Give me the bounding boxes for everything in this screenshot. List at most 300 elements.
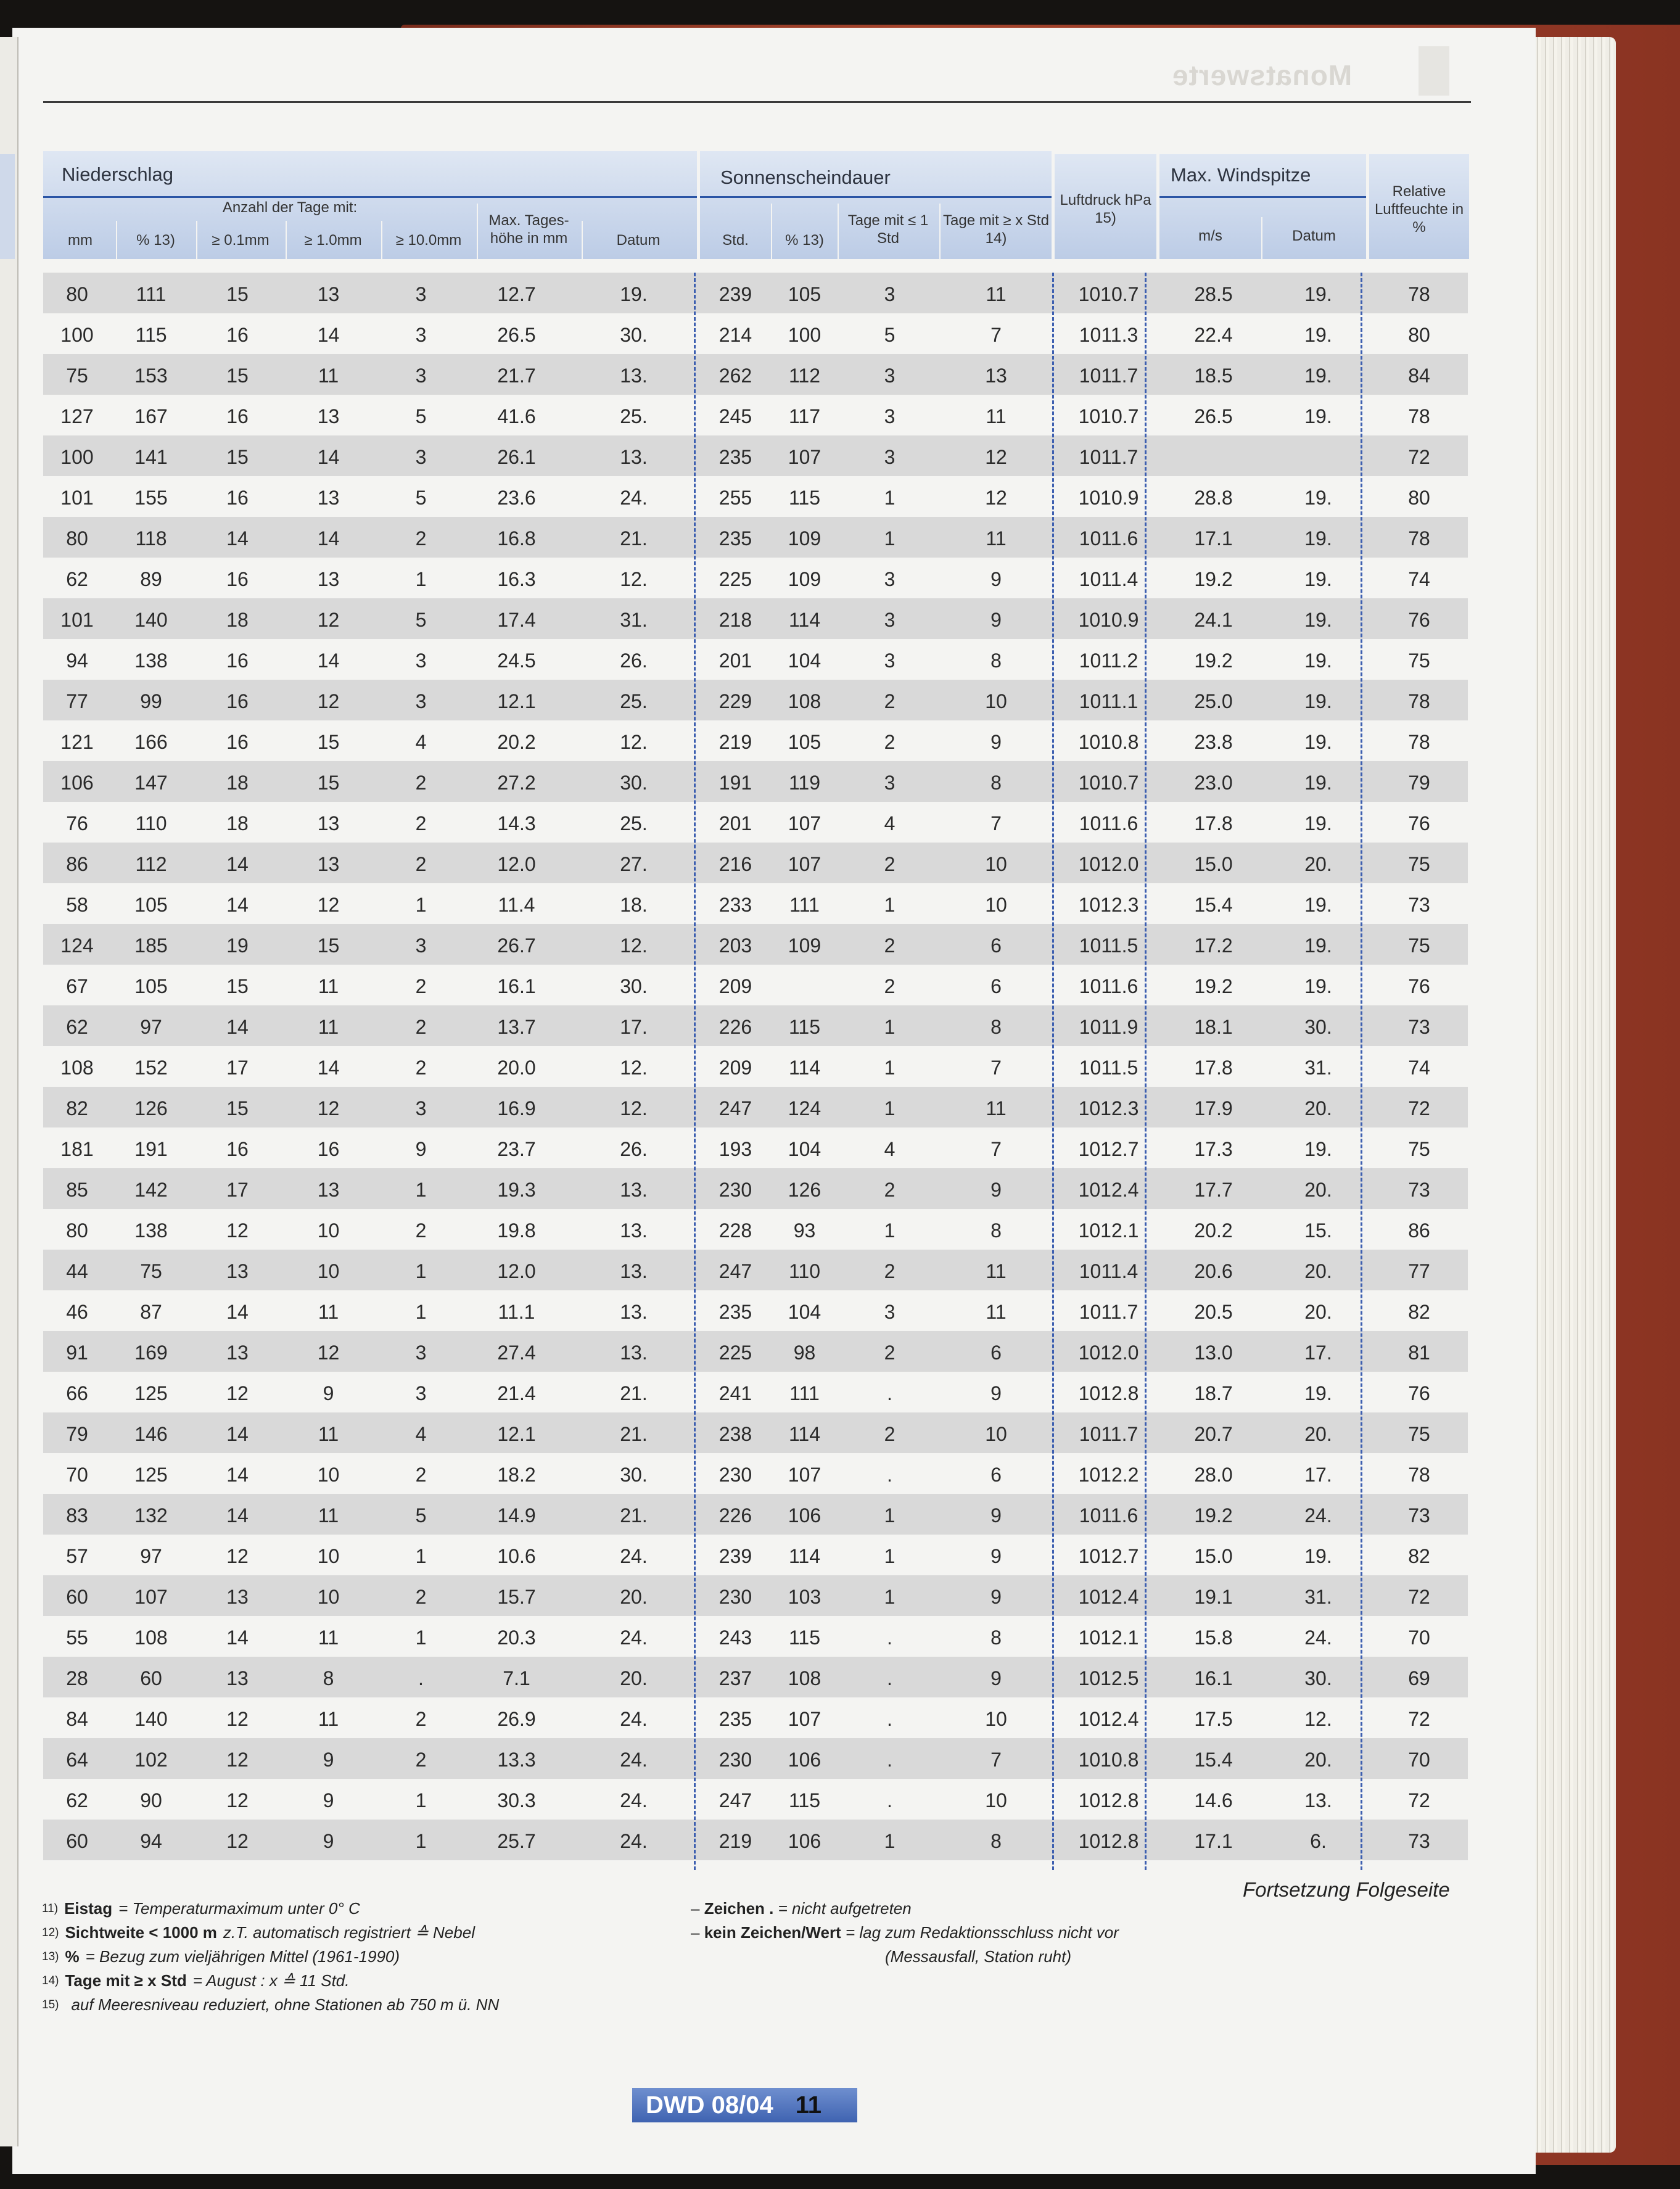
cell-sonnenstd: 225 bbox=[719, 568, 752, 590]
cell-tage-ge01: 16 bbox=[226, 324, 249, 346]
cell-mm: 66 bbox=[66, 1382, 88, 1404]
cell-sonnen-pct: 108 bbox=[788, 1667, 821, 1689]
cell-tage-ge1: 10 bbox=[317, 1464, 340, 1486]
column-separator bbox=[1145, 273, 1147, 1870]
cell-wind-datum: 20. bbox=[1304, 1749, 1332, 1771]
cell-mm: 84 bbox=[66, 1708, 88, 1730]
continuation-note: Fortsetzung Folgeseite bbox=[1243, 1878, 1450, 1901]
cell-mm: 101 bbox=[60, 609, 94, 631]
cell-tage-ge1: 11 bbox=[318, 1423, 339, 1445]
cell-luftdruck: 1011.7 bbox=[1079, 1423, 1139, 1445]
cell-wind-datum: 19. bbox=[1304, 731, 1332, 753]
footnote bbox=[42, 1969, 499, 1993]
cell-luftdruck: 1012.4 bbox=[1078, 1708, 1139, 1730]
header-sep bbox=[381, 221, 382, 259]
cell-sonnen-pct: 115 bbox=[788, 1626, 820, 1649]
cell-tage-ge10: 2 bbox=[415, 1586, 427, 1608]
cell-mm: 91 bbox=[66, 1342, 88, 1364]
cell-tage-ge10: 5 bbox=[415, 609, 427, 631]
legend-symbol: Zeichen . bbox=[704, 1899, 774, 1918]
header-pct: % 13) bbox=[136, 232, 175, 249]
table-row bbox=[43, 517, 1468, 558]
cell-datum: 21. bbox=[620, 1382, 648, 1404]
cell-feuchte: 73 bbox=[1408, 1504, 1430, 1527]
cell-tage-ge10: 1 bbox=[415, 568, 427, 590]
cell-tage-gex: 9 bbox=[990, 1586, 1002, 1608]
cell-datum: 21. bbox=[620, 1504, 648, 1527]
cell-pct: 126 bbox=[134, 1097, 168, 1119]
cell-max-tageshoehe: 16.8 bbox=[497, 527, 536, 550]
cell-tage-ge10: 5 bbox=[415, 1504, 427, 1527]
table-row bbox=[43, 1005, 1468, 1046]
cell-wind-datum: 19. bbox=[1304, 649, 1332, 672]
cell-tage-ge1: 15 bbox=[317, 772, 340, 794]
table-row bbox=[43, 1820, 1468, 1860]
legend-line: – kein Zeichen/Wert = lag zum Redaktionsschluss nicht vor bbox=[691, 1923, 1119, 1942]
cell-mm: 62 bbox=[66, 568, 88, 590]
cell-wind-datum: 19. bbox=[1304, 894, 1332, 916]
cell-tage-ge1: 8 bbox=[323, 1667, 334, 1689]
column-separator bbox=[694, 273, 696, 1870]
cell-tage-ge10: 2 bbox=[415, 975, 427, 997]
cell-pct: 75 bbox=[140, 1260, 162, 1282]
cell-pct: 155 bbox=[134, 487, 168, 509]
cell-wind-ms: 19.2 bbox=[1194, 1504, 1233, 1527]
cell-wind-ms: 20.5 bbox=[1194, 1301, 1233, 1323]
table-row bbox=[43, 558, 1468, 598]
cell-tage-ge01: 14 bbox=[226, 894, 249, 916]
cell-max-tageshoehe: 26.1 bbox=[497, 446, 536, 468]
cell-tage-ge01: 16 bbox=[226, 731, 249, 753]
cell-datum: 12. bbox=[620, 731, 648, 753]
cell-max-tageshoehe: 30.3 bbox=[497, 1789, 536, 1812]
cell-pct: 153 bbox=[134, 365, 168, 387]
cell-tage-ge01: 17 bbox=[226, 1057, 249, 1079]
cell-feuchte: 75 bbox=[1408, 853, 1430, 875]
cell-tage-le1: 3 bbox=[884, 1301, 896, 1323]
cell-pct: 108 bbox=[134, 1626, 168, 1649]
cell-tage-ge01: 13 bbox=[226, 1260, 249, 1282]
cell-feuchte: 78 bbox=[1408, 283, 1430, 305]
cell-pct: 138 bbox=[134, 1219, 168, 1242]
table-row bbox=[43, 1616, 1468, 1657]
cell-tage-le1: . bbox=[887, 1789, 892, 1812]
cell-datum: 25. bbox=[620, 812, 648, 835]
header-datum2: Datum bbox=[1292, 228, 1336, 244]
cell-tage-ge01: 16 bbox=[226, 690, 249, 712]
cell-feuchte: 82 bbox=[1408, 1301, 1430, 1323]
cell-sonnen-pct: 114 bbox=[788, 1545, 820, 1567]
cell-tage-ge10: 4 bbox=[415, 731, 427, 753]
cell-wind-ms: 17.3 bbox=[1194, 1138, 1233, 1160]
cell-datum: 30. bbox=[620, 1464, 648, 1486]
cell-pct: 140 bbox=[134, 609, 168, 631]
header-sep bbox=[838, 204, 839, 259]
cell-datum: 13. bbox=[620, 1179, 648, 1201]
page-number: 11 bbox=[795, 2091, 822, 2119]
cell-tage-gex: 10 bbox=[985, 853, 1007, 875]
cell-pct: 89 bbox=[140, 568, 162, 590]
header-sep bbox=[582, 221, 583, 259]
cell-pct: 138 bbox=[134, 649, 168, 672]
cell-tage-ge01: 12 bbox=[226, 1830, 249, 1852]
cell-sonnenstd: 216 bbox=[719, 853, 752, 875]
cell-tage-ge01: 14 bbox=[226, 1423, 249, 1445]
cell-feuchte: 84 bbox=[1408, 365, 1430, 387]
cell-sonnen-pct: 111 bbox=[789, 1382, 820, 1404]
cell-tage-ge10: 1 bbox=[415, 1830, 427, 1852]
cell-tage-le1: . bbox=[887, 1626, 892, 1649]
cell-tage-le1: 1 bbox=[884, 1057, 896, 1079]
cell-pct: 94 bbox=[140, 1830, 162, 1852]
cell-tage-gex: 8 bbox=[990, 1219, 1002, 1242]
cell-max-tageshoehe: 10.6 bbox=[497, 1545, 536, 1567]
cell-feuchte: 75 bbox=[1408, 1138, 1430, 1160]
cell-tage-gex: 8 bbox=[990, 1830, 1002, 1852]
cell-sonnenstd: 235 bbox=[719, 1708, 752, 1730]
cell-wind-datum: 19. bbox=[1304, 365, 1332, 387]
cell-tage-ge01: 15 bbox=[226, 1097, 249, 1119]
cell-mm: 55 bbox=[66, 1626, 88, 1649]
cell-luftdruck: 1012.1 bbox=[1078, 1626, 1139, 1649]
cell-wind-ms: 17.7 bbox=[1194, 1179, 1233, 1201]
cell-wind-datum: 30. bbox=[1304, 1016, 1332, 1038]
cell-pct: 115 bbox=[135, 324, 167, 346]
cell-mm: 80 bbox=[66, 1219, 88, 1242]
cell-tage-ge10: 3 bbox=[415, 1342, 427, 1364]
cell-feuchte: 80 bbox=[1408, 487, 1430, 509]
cell-tage-gex: 12 bbox=[985, 446, 1007, 468]
cell-wind-datum: 20. bbox=[1304, 853, 1332, 875]
table-row bbox=[43, 1331, 1468, 1372]
table-row bbox=[43, 1087, 1468, 1127]
table-row bbox=[43, 1250, 1468, 1290]
cell-datum: 20. bbox=[620, 1667, 648, 1689]
cell-mm: 100 bbox=[60, 324, 94, 346]
cell-tage-ge1: 10 bbox=[317, 1219, 340, 1242]
cell-pct: 167 bbox=[134, 405, 168, 427]
cell-mm: 57 bbox=[66, 1545, 88, 1567]
cell-tage-ge01: 16 bbox=[226, 649, 249, 672]
cell-sonnen-pct: 98 bbox=[793, 1342, 816, 1364]
cell-max-tageshoehe: 26.7 bbox=[497, 934, 536, 957]
cell-sonnen-pct: 106 bbox=[788, 1504, 821, 1527]
table-row bbox=[43, 883, 1468, 924]
cell-sonnenstd: 247 bbox=[719, 1097, 752, 1119]
cell-tage-ge01: 18 bbox=[226, 772, 249, 794]
cell-max-tageshoehe: 12.1 bbox=[497, 1423, 536, 1445]
cell-tage-ge10: 1 bbox=[415, 1626, 427, 1649]
cell-tage-le1: . bbox=[887, 1667, 892, 1689]
cell-tage-ge01: 16 bbox=[226, 405, 249, 427]
cell-sonnenstd: 238 bbox=[719, 1423, 752, 1445]
cell-tage-ge01: 17 bbox=[226, 1179, 249, 1201]
cell-max-tageshoehe: 21.4 bbox=[497, 1382, 536, 1404]
cell-max-tageshoehe: 16.1 bbox=[497, 975, 536, 997]
cell-luftdruck: 1011.2 bbox=[1079, 649, 1139, 672]
cell-wind-ms: 20.6 bbox=[1194, 1260, 1233, 1282]
cell-tage-ge1: 9 bbox=[323, 1789, 334, 1812]
cell-mm: 77 bbox=[66, 690, 88, 712]
cell-sonnenstd: 209 bbox=[719, 1057, 752, 1079]
table-row bbox=[43, 680, 1468, 720]
column-separator bbox=[1052, 273, 1054, 1870]
cell-tage-ge10: 1 bbox=[415, 1789, 427, 1812]
cell-luftdruck: 1012.2 bbox=[1078, 1464, 1139, 1486]
cell-pct: 97 bbox=[140, 1016, 162, 1038]
table-row bbox=[43, 1290, 1468, 1331]
table-row bbox=[43, 313, 1468, 354]
cell-tage-gex: 6 bbox=[990, 934, 1002, 957]
cell-tage-gex: 9 bbox=[990, 1179, 1002, 1201]
cell-tage-ge01: 15 bbox=[226, 975, 249, 997]
cell-sonnenstd: 201 bbox=[719, 649, 752, 672]
cell-max-tageshoehe: 15.7 bbox=[497, 1586, 536, 1608]
cell-luftdruck: 1010.8 bbox=[1078, 1749, 1139, 1771]
cell-luftdruck: 1010.7 bbox=[1078, 283, 1139, 305]
cell-wind-datum: 19. bbox=[1304, 1382, 1332, 1404]
table-row bbox=[43, 598, 1468, 639]
cell-datum: 31. bbox=[620, 609, 648, 631]
cell-tage-le1: . bbox=[887, 1382, 892, 1404]
cell-tage-ge01: 14 bbox=[226, 853, 249, 875]
cell-sonnenstd: 235 bbox=[719, 527, 752, 550]
cell-tage-ge1: 13 bbox=[317, 283, 340, 305]
cell-tage-ge01: 14 bbox=[226, 1626, 249, 1649]
cell-tage-ge1: 14 bbox=[317, 446, 340, 468]
footnote-text: = August : x ≙ 11 Std. bbox=[192, 1971, 350, 1990]
cell-datum: 13. bbox=[620, 1301, 648, 1323]
cell-tage-le1: 1 bbox=[884, 1545, 896, 1567]
cell-wind-ms: 15.4 bbox=[1194, 1749, 1233, 1771]
cell-mm: 101 bbox=[60, 487, 94, 509]
cell-tage-ge01: 12 bbox=[226, 1749, 249, 1771]
header-sep bbox=[1261, 217, 1262, 259]
table-row bbox=[43, 1779, 1468, 1820]
cell-tage-ge10: 1 bbox=[415, 894, 427, 916]
cell-tage-le1: 3 bbox=[884, 568, 896, 590]
header-feuchte-label: Relative Luftfeuchte in % bbox=[1374, 183, 1464, 236]
cell-tage-ge10: 4 bbox=[415, 1423, 427, 1445]
cell-pct: 105 bbox=[134, 975, 168, 997]
cell-tage-gex: 9 bbox=[990, 1504, 1002, 1527]
cell-mm: 82 bbox=[66, 1097, 88, 1119]
cell-sonnen-pct: 104 bbox=[788, 649, 821, 672]
header-niederschlag-rule bbox=[43, 196, 697, 198]
cell-tage-ge01: 18 bbox=[226, 812, 249, 835]
header-sep bbox=[196, 221, 197, 259]
cell-wind-datum: 12. bbox=[1304, 1708, 1332, 1730]
footnote bbox=[42, 1897, 499, 1921]
data-table-body bbox=[43, 273, 1468, 1860]
cell-feuchte: 78 bbox=[1408, 1464, 1430, 1486]
cell-tage-le1: 4 bbox=[884, 812, 896, 835]
footnote-number: 14) bbox=[42, 1974, 59, 1987]
cell-tage-ge01: 16 bbox=[226, 1138, 249, 1160]
cell-feuchte: 74 bbox=[1408, 1057, 1430, 1079]
cell-sonnen-pct: 106 bbox=[788, 1749, 821, 1771]
cell-tage-ge01: 14 bbox=[226, 1016, 249, 1038]
cell-pct: 97 bbox=[140, 1545, 162, 1567]
cell-feuchte: 78 bbox=[1408, 527, 1430, 550]
cell-feuchte: 73 bbox=[1408, 1179, 1430, 1201]
cell-tage-gex: 10 bbox=[985, 690, 1007, 712]
cell-datum: 26. bbox=[620, 649, 648, 672]
cell-tage-le1: . bbox=[887, 1464, 892, 1486]
footnote bbox=[42, 1921, 499, 1945]
cell-tage-le1: 3 bbox=[884, 649, 896, 672]
cell-mm: 127 bbox=[60, 405, 94, 427]
cell-tage-ge1: 13 bbox=[317, 487, 340, 509]
table-row bbox=[43, 720, 1468, 761]
cell-tage-ge1: 15 bbox=[317, 934, 340, 957]
cell-sonnen-pct: 111 bbox=[789, 894, 820, 916]
cell-luftdruck: 1012.7 bbox=[1078, 1545, 1139, 1567]
cell-tage-ge01: 18 bbox=[226, 609, 249, 631]
cell-mm: 108 bbox=[60, 1057, 94, 1079]
cell-wind-datum: 19. bbox=[1304, 568, 1332, 590]
cell-feuchte: 78 bbox=[1408, 690, 1430, 712]
cell-datum: 13. bbox=[620, 365, 648, 387]
header-windspitze-title: Max. Windspitze bbox=[1171, 164, 1311, 186]
cell-tage-ge1: 13 bbox=[317, 568, 340, 590]
cell-sonnenstd: 255 bbox=[719, 487, 752, 509]
cell-tage-ge10: 5 bbox=[415, 487, 427, 509]
table-row bbox=[43, 1453, 1468, 1494]
cell-sonnen-pct: 104 bbox=[788, 1301, 821, 1323]
cell-tage-gex: 9 bbox=[990, 1382, 1002, 1404]
cell-max-tageshoehe: 25.7 bbox=[497, 1830, 536, 1852]
footnote-term: % bbox=[65, 1947, 80, 1966]
cell-sonnenstd: 262 bbox=[719, 365, 752, 387]
cell-wind-ms: 15.0 bbox=[1194, 1545, 1233, 1567]
footnote-text: z.T. automatisch registriert ≙ Nebel bbox=[223, 1923, 475, 1942]
cell-max-tageshoehe: 13.7 bbox=[497, 1016, 536, 1038]
cell-wind-datum: 24. bbox=[1304, 1626, 1332, 1649]
footnote-text: = Temperaturmaximum unter 0° C bbox=[118, 1899, 360, 1918]
table-row bbox=[43, 1738, 1468, 1779]
cell-pct: 112 bbox=[135, 853, 167, 875]
cell-tage-le1: 3 bbox=[884, 283, 896, 305]
cell-tage-le1: 2 bbox=[884, 1179, 896, 1201]
cell-luftdruck: 1011.7 bbox=[1079, 446, 1139, 468]
cell-wind-ms: 13.0 bbox=[1194, 1342, 1233, 1364]
cell-tage-le1: . bbox=[887, 1708, 892, 1730]
cell-tage-gex: 7 bbox=[990, 1138, 1002, 1160]
cell-max-tageshoehe: 18.2 bbox=[497, 1464, 536, 1486]
cell-luftdruck: 1012.4 bbox=[1078, 1179, 1139, 1201]
table-row bbox=[43, 924, 1468, 965]
footnote-term: Sichtweite < 1000 m bbox=[65, 1923, 217, 1942]
cell-datum: 24. bbox=[620, 1749, 648, 1771]
cell-feuchte: 78 bbox=[1408, 731, 1430, 753]
page-footer-badge bbox=[632, 2088, 857, 2122]
footnote bbox=[42, 1945, 499, 1969]
cell-sonnenstd: 219 bbox=[719, 731, 752, 753]
cell-tage-gex: 11 bbox=[986, 1097, 1007, 1119]
header-tage-gex: Tage mit ≥ x Std 14) bbox=[943, 212, 1049, 247]
cell-tage-gex: 8 bbox=[990, 772, 1002, 794]
cell-tage-le1: 5 bbox=[884, 324, 896, 346]
cell-wind-ms: 20.2 bbox=[1194, 1219, 1233, 1242]
cell-datum: 30. bbox=[620, 772, 648, 794]
header-max-tages: Max. Tages-höhe in mm bbox=[488, 212, 569, 247]
table-row bbox=[43, 354, 1468, 395]
header-tage-le1: Tage mit ≤ 1 Std bbox=[847, 212, 929, 247]
cell-wind-datum: 19. bbox=[1304, 1545, 1332, 1567]
cell-pct: 111 bbox=[136, 283, 167, 305]
cell-sonnen-pct: 107 bbox=[788, 853, 821, 875]
cell-sonnenstd: 203 bbox=[719, 934, 752, 957]
cell-feuchte: 82 bbox=[1408, 1545, 1430, 1567]
cell-tage-gex: 8 bbox=[990, 649, 1002, 672]
column-separator bbox=[1361, 273, 1362, 1870]
cell-sonnen-pct: 107 bbox=[788, 1464, 821, 1486]
cell-tage-ge1: 10 bbox=[317, 1260, 340, 1282]
cell-tage-ge01: 15 bbox=[226, 365, 249, 387]
cell-sonnenstd: 193 bbox=[719, 1138, 752, 1160]
cell-luftdruck: 1011.9 bbox=[1079, 1016, 1139, 1038]
cell-tage-le1: 2 bbox=[884, 1342, 896, 1364]
cell-pct: 105 bbox=[134, 894, 168, 916]
cell-tage-ge1: 11 bbox=[318, 975, 339, 997]
cell-sonnen-pct: 115 bbox=[788, 1016, 820, 1038]
cell-mm: 64 bbox=[66, 1749, 88, 1771]
header-ms: m/s bbox=[1198, 228, 1222, 244]
table-row bbox=[43, 1168, 1468, 1209]
previous-page-header-fragment bbox=[0, 154, 15, 259]
cell-tage-ge10: 2 bbox=[415, 772, 427, 794]
cell-luftdruck: 1010.7 bbox=[1078, 405, 1139, 427]
cell-max-tageshoehe: 7.1 bbox=[503, 1667, 530, 1689]
cell-mm: 62 bbox=[66, 1789, 88, 1812]
table-row bbox=[43, 1494, 1468, 1535]
cell-tage-ge10: 3 bbox=[415, 1382, 427, 1404]
cell-max-tageshoehe: 23.6 bbox=[497, 487, 536, 509]
cell-datum: 24. bbox=[620, 1830, 648, 1852]
cell-feuchte: 72 bbox=[1408, 446, 1430, 468]
cell-mm: 28 bbox=[66, 1667, 88, 1689]
cell-tage-ge01: 14 bbox=[226, 1504, 249, 1527]
cell-tage-gex: 11 bbox=[986, 405, 1007, 427]
table-row bbox=[43, 1127, 1468, 1168]
cell-tage-le1: 2 bbox=[884, 934, 896, 957]
cell-tage-ge1: 11 bbox=[318, 1504, 339, 1527]
cell-tage-gex: 9 bbox=[990, 1667, 1002, 1689]
cell-wind-datum: 6. bbox=[1310, 1830, 1327, 1852]
cell-tage-gex: 6 bbox=[990, 1464, 1002, 1486]
cell-mm: 67 bbox=[66, 975, 88, 997]
cell-tage-ge1: 14 bbox=[317, 324, 340, 346]
cell-sonnenstd: 235 bbox=[719, 446, 752, 468]
cell-luftdruck: 1011.6 bbox=[1079, 975, 1139, 997]
cell-tage-gex: 8 bbox=[990, 1626, 1002, 1649]
cell-luftdruck: 1012.0 bbox=[1078, 853, 1139, 875]
cell-max-tageshoehe: 14.9 bbox=[497, 1504, 536, 1527]
cell-tage-gex: 8 bbox=[990, 1016, 1002, 1038]
header-sep bbox=[116, 221, 117, 259]
cell-tage-ge10: 9 bbox=[415, 1138, 427, 1160]
cell-mm: 94 bbox=[66, 649, 88, 672]
table-row bbox=[43, 476, 1468, 517]
cell-datum: 25. bbox=[620, 690, 648, 712]
cell-tage-ge1: 10 bbox=[317, 1586, 340, 1608]
cell-feuchte: 76 bbox=[1408, 609, 1430, 631]
cell-tage-gex: 9 bbox=[990, 731, 1002, 753]
header-sonnenschein-title: Sonnenscheindauer bbox=[720, 167, 891, 188]
cell-datum: 30. bbox=[620, 975, 648, 997]
cell-luftdruck: 1011.7 bbox=[1079, 1301, 1139, 1323]
